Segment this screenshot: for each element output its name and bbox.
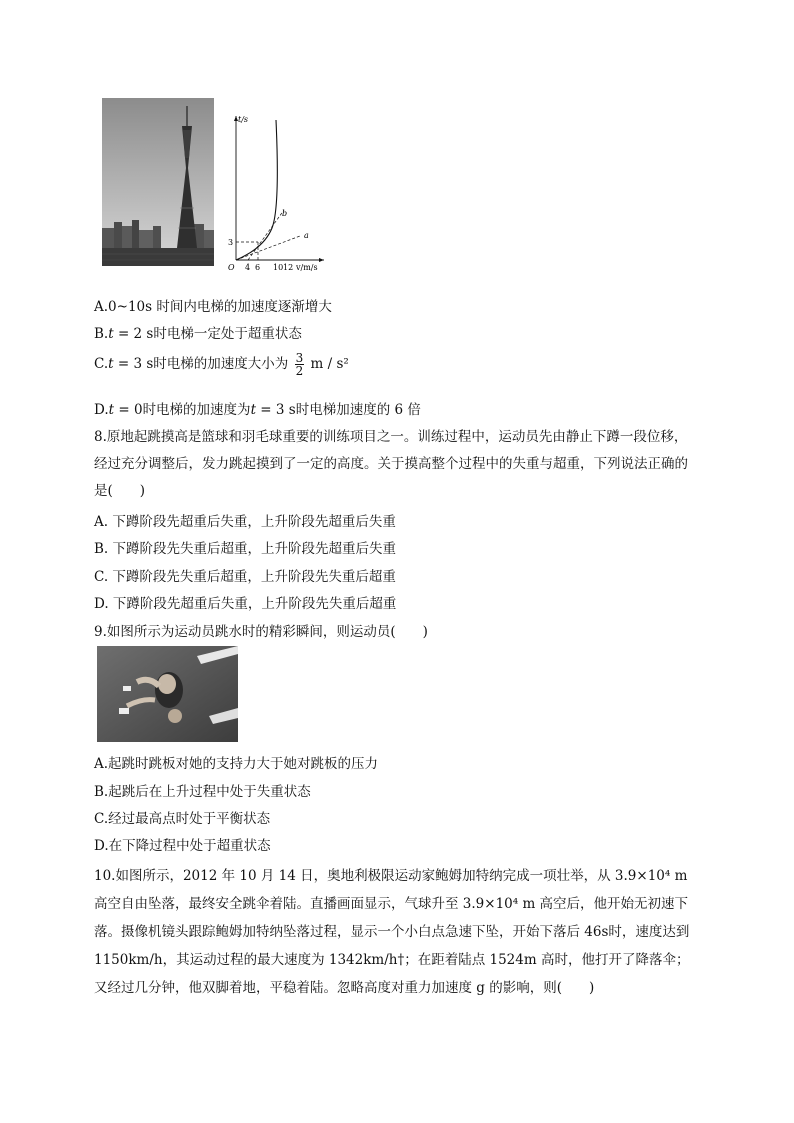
q7-option-c-var: t <box>108 356 114 372</box>
q7-option-b-eq: = 2 s <box>113 326 154 342</box>
q7-option-c-unit: m / s² <box>310 356 349 372</box>
q10-stem: 10.如图所示，2012 年 10 月 14 日，奥地利极限运动家鲍姆加特纳完成一项壮举，从 3.9×10⁴ m 高空自由坠落，最终安全跳伞着陆。直播画面显示，气球升至 3.9×10⁴ m 高空后，他开始无初速下落。摄像机镜头跟踪鲍姆加特纳坠落过程，显示一个小白点急速下坠，开始下落后 46s时，速度达到 1150km/h，其运动过程的最大速度为 1342km/h†；在距着陆点 1524m 高时，他打开了降落伞；又经过几分钟，他双脚着地，平稳着陆。忽略高度对重力加速度 g 的影响，则( ) <box>94 868 690 996</box>
diver-photo-image <box>97 646 238 742</box>
t-v-graph <box>224 110 328 272</box>
q7-option-c-prefix: C. <box>94 356 109 372</box>
q8-option-b: B. 下蹲阶段先失重后超重，上升阶段先超重后失重 <box>94 541 397 557</box>
q7-option-d-var2: t <box>250 402 256 418</box>
x-axis-arrow <box>319 258 324 262</box>
q8-option-d: D. 下蹲阶段先超重后失重，上升阶段先失重后超重 <box>94 596 397 612</box>
tangent-a <box>236 236 300 260</box>
diver-photo <box>97 646 238 742</box>
tower-photo <box>102 98 214 266</box>
q7-option-c-numerator: 3 <box>295 351 304 365</box>
q7-option-d-text2: 时电梯加速度的 6 倍 <box>295 402 421 418</box>
y-axis-label: t/s <box>238 115 249 124</box>
x-tick-12: 12 <box>283 263 294 272</box>
q7-option-c-denominator: 2 <box>295 364 304 378</box>
q7-option-c-fraction <box>295 352 305 377</box>
q7-option-d-var: t <box>108 402 115 418</box>
q7-option-b-prefix: B. <box>94 326 109 342</box>
q7-option-b <box>94 322 302 342</box>
tangent-b <box>248 210 284 260</box>
x-axis-label: v/m/s <box>296 263 318 272</box>
curve-a-label: a <box>304 231 309 240</box>
origin-label: O <box>228 263 235 272</box>
q8-option-c: C. 下蹲阶段先失重后超重，上升阶段先失重后超重 <box>94 569 396 585</box>
q7-option-a: A.0~10s 时间内电梯的加速度逐渐增大 <box>94 299 332 315</box>
q9-option-d: D.在下降过程中处于超重状态 <box>94 838 271 854</box>
q9-option-b: B.起跳后在上升过程中处于失重状态 <box>94 784 311 800</box>
q7-option-d-text1: 时电梯的加速度为 <box>142 402 251 418</box>
q7-option-d <box>94 398 421 418</box>
y-tick-3: 3 <box>228 238 234 247</box>
q8-stem: 8.原地起跳摸高是篮球和羽毛球重要的训练项目之一。训练过程中，运动员先由静止下蹲一段位移，经过充分调整后，发力跳起摸到了一定的高度。关于摸高整个过程中的失重与超重，下列说法正确的是( ) <box>94 429 688 499</box>
q8-option-a: A. 下蹲阶段先超重后失重，上升阶段先超重后失重 <box>94 514 396 530</box>
q7-option-b-var: t <box>108 326 114 342</box>
q7-option-c <box>94 352 349 377</box>
q9-stem: 9.如图所示为运动员跳水时的精彩瞬间，则运动员( ) <box>94 624 428 640</box>
q7-option-d-eq: = 0 <box>114 402 143 418</box>
q7-option-c-eq: = 3 s <box>113 356 154 372</box>
q9-option-a: A.起跳时跳板对她的支持力大于她对跳板的压力 <box>94 756 379 772</box>
tower-photo-image <box>102 98 214 266</box>
q7-option-d-eq2: = 3 s <box>256 402 296 418</box>
x-tick-10: 10 <box>273 263 284 272</box>
q7-option-b-text: 时电梯一定处于超重状态 <box>153 326 302 342</box>
main-curve <box>236 120 277 260</box>
q7-option-c-text: 时电梯的加速度大小为 <box>153 356 289 372</box>
x-tick-6: 6 <box>255 263 261 272</box>
q9-option-c: C.经过最高点时处于平衡状态 <box>94 811 271 827</box>
q7-option-d-prefix: D. <box>94 402 109 418</box>
curve-b-label: b <box>282 209 288 218</box>
x-tick-4: 4 <box>245 263 251 272</box>
